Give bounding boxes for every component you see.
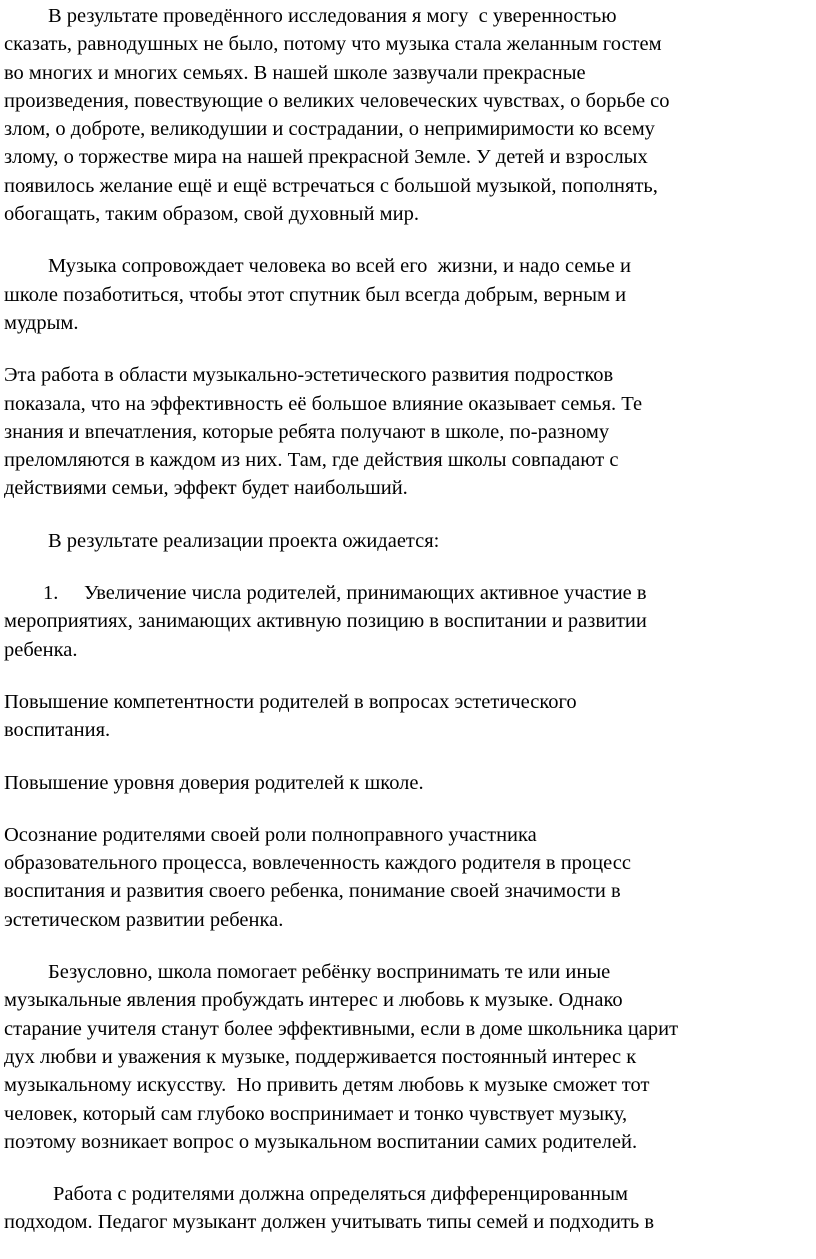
paragraph-parents-role-awareness: Осознание родителями своей роли полноправного участника образовательного процесса, вовлеченность каждого родителя в процесс воспитания и развития своего ребенка, понимание своей значимости в эстетическом развитии ребенка. — [4, 823, 631, 931]
list-item-1-parents-participation: 1. Увеличение числа родителей, принимающих активное участие в мероприятиях, занимающих активную позицию в воспитании и развитии ребенка. — [4, 582, 647, 661]
paragraph-research-conclusion: В результате проведённого исследования я могу с уверенностью сказать, равнодушных не было, потому что музыка стала желанным гостем во многих и многих семьях. В нашей школе зазвучали прекрасные произведения, повествующие о великих человеческих чувствах, о борьбе со злом, о доброте, великодушии и сострадании, о непримиримости ко всему злому, о торжестве мира на нашей прекрасной Земле. У детей и взрослых появилось желание ещё и ещё встречаться с большой музыкой, пополнять, обогащать, таким образом, свой духовный мир. — [4, 5, 670, 226]
paragraph-parents-trust: Повышение уровня доверия родителей к школе. — [4, 771, 424, 794]
paragraph-parents-competence: Повышение компетентности родителей в вопросах эстетического воспитания. — [4, 690, 577, 742]
document-body — [4, 2, 812, 1259]
paragraph-music-companion: Музыка сопровождает человека во всей его жизни, и надо семье и школе позаботиться, чтобы этот спутник был всегда добрым, верным и мудрым. — [4, 255, 631, 334]
paragraph-school-helps-child: Безусловно, школа помогает ребёнку воспринимать те или иные музыкальные явления пробуждать интерес и любовь к музыке. Однако старание учителя станут более эффективными, если в доме школьника царит дух любви и уважения к музыке, поддерживается постоянный интерес к музыкальному искусству. Но привить детям любовь к музыке сможет тот человек, который сам глубоко воспринимает и тонко чувствует музыку, поэтому возникает вопрос о музыкальном воспитании самих родителей. — [4, 961, 679, 1153]
paragraph-family-influence: Эта работа в области музыкально-эстетического развития подростков показала, что на эффективность её большое влияние оказывает семья. Те знания и впечатления, которые ребята получают в школе, по-разному преломляются в каждом из них. Там, где действия школы совпадают с действиями семьи, эффект будет наибольший. — [4, 364, 643, 500]
paragraph-work-with-parents: Работа с родителями должна определяться дифференцированным подходом. Педагог музыкант должен учитывать типы семей и подходить в — [4, 1183, 655, 1234]
paragraph-project-expectations: В результате реализации проекта ожидается: — [48, 529, 440, 552]
